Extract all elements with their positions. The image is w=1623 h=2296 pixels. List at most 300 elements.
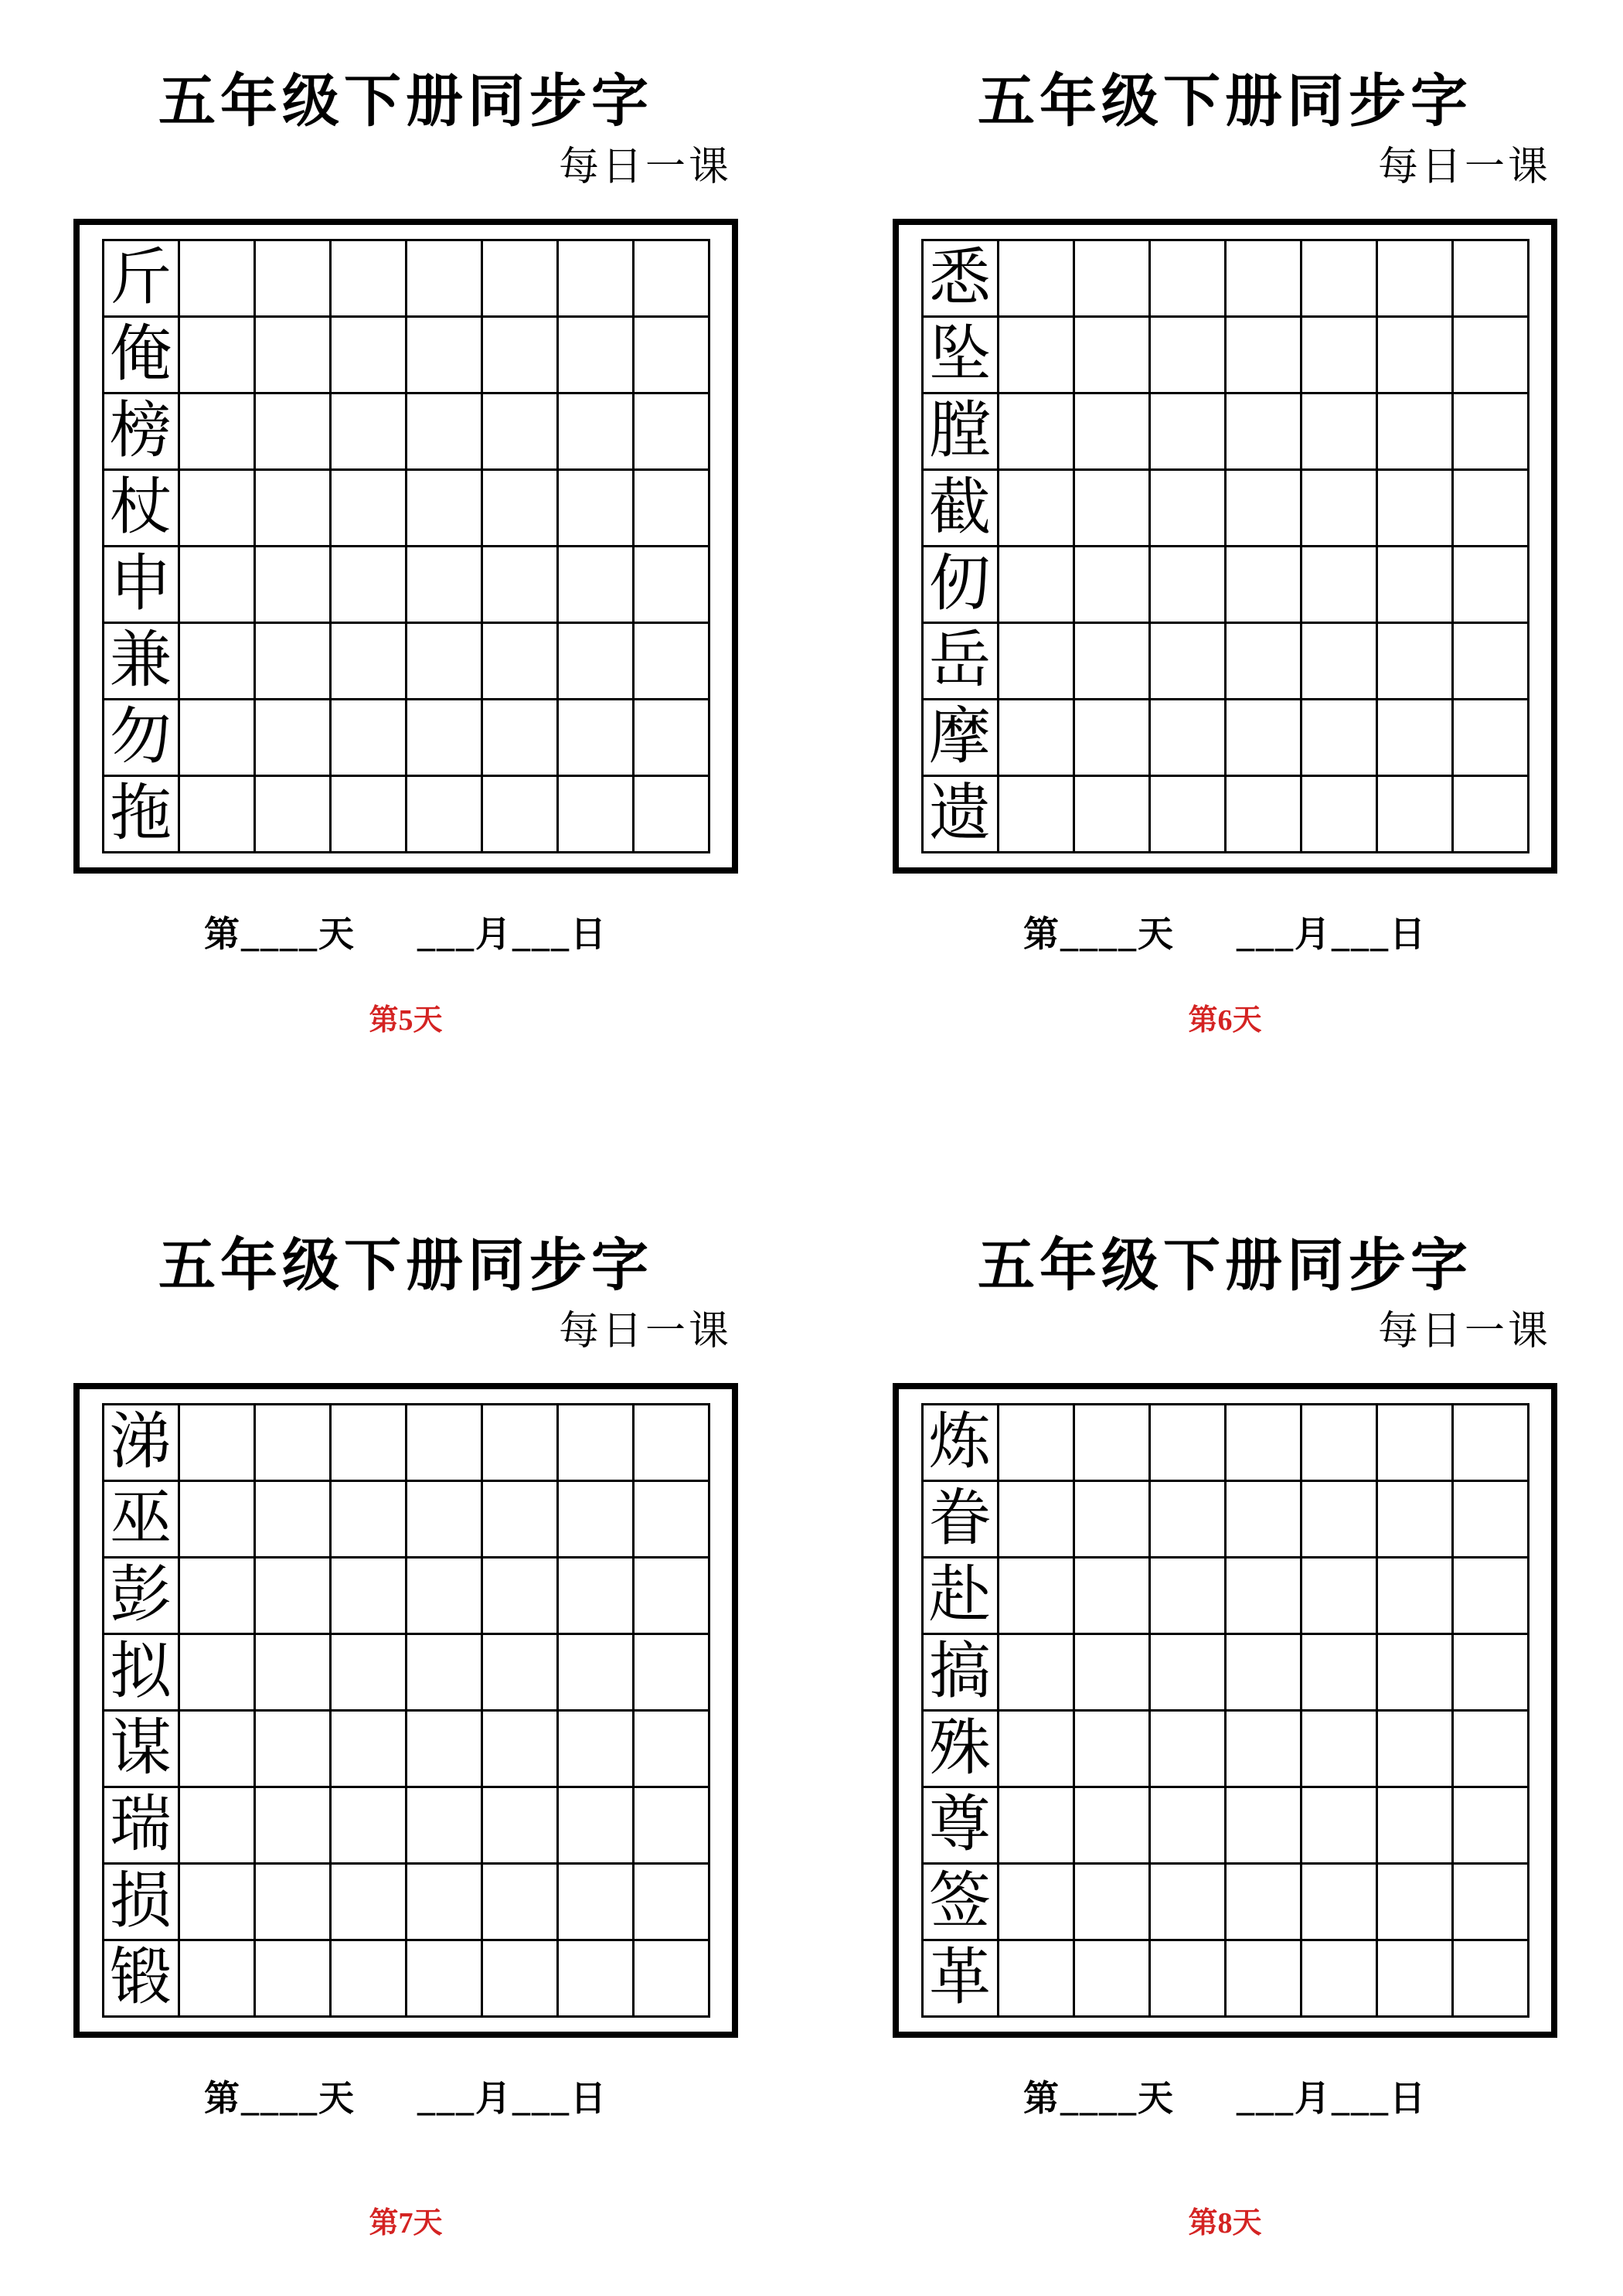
practice-cell	[557, 1634, 633, 1711]
practice-cell	[1149, 623, 1225, 700]
date-blank-day: 第____天	[204, 2079, 356, 2118]
model-character-cell: 遗	[922, 776, 998, 853]
practice-cell	[406, 317, 481, 393]
practice-cell	[998, 1481, 1073, 1558]
date-blank-month-day: ___月___日	[1237, 915, 1427, 954]
practice-cell	[633, 547, 709, 623]
practice-cell	[1452, 1711, 1528, 1787]
practice-cell	[1073, 393, 1149, 470]
practice-cell	[179, 547, 254, 623]
practice-cell	[557, 1405, 633, 1481]
practice-cell	[406, 1787, 481, 1864]
practice-cell	[406, 776, 481, 853]
model-character-cell: 俺	[103, 317, 179, 393]
grid-row	[922, 1558, 1528, 1634]
practice-cell	[406, 1864, 481, 1940]
practice-cell	[1301, 700, 1376, 776]
practice-cell	[1376, 776, 1452, 853]
practice-cell	[1225, 776, 1301, 853]
model-character-cell: 仞	[922, 547, 998, 623]
practice-cell	[406, 470, 481, 547]
grid-row	[103, 1940, 709, 2017]
practice-cell	[254, 700, 330, 776]
practice-cell	[179, 776, 254, 853]
practice-panel-4	[893, 1235, 1557, 2241]
practice-cell	[633, 240, 709, 317]
practice-cell	[406, 1481, 481, 1558]
panel-title: 五年级下册同步字	[158, 70, 653, 134]
practice-cell	[1452, 623, 1528, 700]
date-fill-line	[893, 2070, 1557, 2121]
practice-cell	[1452, 547, 1528, 623]
practice-cell	[330, 776, 406, 853]
practice-cell	[633, 623, 709, 700]
practice-cell	[1452, 1558, 1528, 1634]
practice-cell	[1073, 1864, 1149, 1940]
model-character-cell: 截	[922, 470, 998, 547]
grid-row	[922, 547, 1528, 623]
practice-cell	[557, 1940, 633, 2017]
practice-cell	[406, 1405, 481, 1481]
practice-cell	[557, 240, 633, 317]
practice-cell	[1149, 317, 1225, 393]
grid-row	[922, 1864, 1528, 1940]
practice-cell	[1225, 547, 1301, 623]
practice-cell	[1073, 1481, 1149, 1558]
practice-cell	[1149, 1787, 1225, 1864]
practice-cell	[1452, 1405, 1528, 1481]
practice-cell	[330, 470, 406, 547]
practice-cell	[633, 1940, 709, 2017]
practice-cell	[1073, 1711, 1149, 1787]
practice-cell	[1225, 1634, 1301, 1711]
practice-cell	[254, 470, 330, 547]
practice-cell	[1073, 623, 1149, 700]
practice-cell	[998, 1558, 1073, 1634]
grid-row	[922, 1787, 1528, 1864]
practice-cell	[1149, 1558, 1225, 1634]
practice-cell	[179, 1634, 254, 1711]
date-blank-month-day: ___月___日	[1237, 2079, 1427, 2118]
practice-cell	[406, 393, 481, 470]
model-character-cell: 搞	[922, 1634, 998, 1711]
model-character-cell: 膛	[922, 393, 998, 470]
practice-cell	[481, 1405, 557, 1481]
grid-row	[103, 1711, 709, 1787]
model-character-cell: 锻	[103, 1940, 179, 2017]
grid-row	[922, 240, 1528, 317]
practice-cell	[1225, 700, 1301, 776]
practice-cell	[179, 700, 254, 776]
practice-cell	[1301, 1481, 1376, 1558]
grid-row	[103, 1481, 709, 1558]
practice-cell	[1376, 1481, 1452, 1558]
practice-cell	[179, 393, 254, 470]
practice-cell	[557, 776, 633, 853]
practice-cell	[1452, 700, 1528, 776]
writing-grid	[921, 1403, 1529, 2018]
practice-cell	[254, 776, 330, 853]
practice-cell	[1376, 240, 1452, 317]
practice-cell	[1149, 240, 1225, 317]
model-character-cell: 斤	[103, 240, 179, 317]
practice-cell	[1073, 317, 1149, 393]
practice-cell	[1149, 1634, 1225, 1711]
grid-row	[922, 1940, 1528, 2017]
panel-subtitle: 每日一课	[558, 145, 732, 189]
practice-cell	[1225, 1405, 1301, 1481]
practice-cell	[1301, 1634, 1376, 1711]
practice-cell	[1073, 1787, 1149, 1864]
practice-cell	[633, 776, 709, 853]
grid-row	[103, 1405, 709, 1481]
grid-row	[922, 393, 1528, 470]
practice-cell	[998, 240, 1073, 317]
practice-cell	[1149, 393, 1225, 470]
model-character-cell: 瑞	[103, 1787, 179, 1864]
practice-cell	[254, 1711, 330, 1787]
practice-cell	[406, 623, 481, 700]
practice-cell	[1225, 1787, 1301, 1864]
practice-cell	[481, 1634, 557, 1711]
grid-row	[922, 700, 1528, 776]
practice-cell	[998, 700, 1073, 776]
practice-cell	[1452, 240, 1528, 317]
practice-cell	[1149, 1864, 1225, 1940]
practice-cell	[1225, 1481, 1301, 1558]
practice-cell	[998, 1864, 1073, 1940]
practice-cell	[1225, 470, 1301, 547]
writing-grid-frame	[73, 1383, 738, 2038]
practice-cell	[1376, 700, 1452, 776]
practice-cell	[1301, 1940, 1376, 2017]
practice-cell	[633, 1634, 709, 1711]
writing-grid-frame	[893, 219, 1557, 874]
practice-cell	[330, 1864, 406, 1940]
date-blank-day: 第____天	[204, 915, 356, 954]
practice-cell	[1376, 1558, 1452, 1634]
practice-cell	[254, 1558, 330, 1634]
model-character-cell: 签	[922, 1864, 998, 1940]
model-character-cell: 赴	[922, 1558, 998, 1634]
practice-cell	[633, 317, 709, 393]
practice-cell	[1149, 547, 1225, 623]
practice-cell	[998, 1940, 1073, 2017]
practice-cell	[330, 547, 406, 623]
practice-cell	[481, 700, 557, 776]
practice-cell	[1225, 317, 1301, 393]
practice-cell	[1073, 1634, 1149, 1711]
model-character-cell: 摩	[922, 700, 998, 776]
practice-cell	[1149, 776, 1225, 853]
practice-cell	[179, 470, 254, 547]
writing-grid-frame	[73, 219, 738, 874]
model-character-cell: 眷	[922, 1481, 998, 1558]
practice-cell	[1073, 547, 1149, 623]
grid-row	[922, 1405, 1528, 1481]
practice-cell	[1452, 776, 1528, 853]
practice-cell	[481, 317, 557, 393]
practice-cell	[557, 1711, 633, 1787]
practice-cell	[179, 1940, 254, 2017]
practice-cell	[254, 240, 330, 317]
practice-cell	[1225, 393, 1301, 470]
practice-cell	[1376, 393, 1452, 470]
practice-cell	[998, 776, 1073, 853]
practice-cell	[998, 470, 1073, 547]
practice-cell	[1301, 1711, 1376, 1787]
grid-row	[922, 1634, 1528, 1711]
practice-cell	[1376, 1787, 1452, 1864]
practice-cell	[1376, 1711, 1452, 1787]
practice-cell	[179, 240, 254, 317]
date-fill-line	[73, 2070, 738, 2121]
practice-cell	[557, 1558, 633, 1634]
model-character-cell: 涕	[103, 1405, 179, 1481]
day-label: 第5天	[369, 1004, 443, 1037]
practice-cell	[1301, 393, 1376, 470]
grid-row	[103, 393, 709, 470]
practice-cell	[1452, 1634, 1528, 1711]
practice-cell	[179, 317, 254, 393]
model-character-cell: 革	[922, 1940, 998, 2017]
practice-cell	[1452, 317, 1528, 393]
practice-cell	[481, 1864, 557, 1940]
practice-cell	[330, 1481, 406, 1558]
practice-cell	[1073, 240, 1149, 317]
practice-cell	[998, 1634, 1073, 1711]
grid-row	[103, 1634, 709, 1711]
model-character-cell: 尊	[922, 1787, 998, 1864]
practice-cell	[633, 1711, 709, 1787]
practice-cell	[557, 1864, 633, 1940]
model-character-cell: 炼	[922, 1405, 998, 1481]
grid-row	[103, 470, 709, 547]
writing-grid	[102, 239, 710, 853]
writing-grid-frame	[893, 1383, 1557, 2038]
practice-cell	[633, 1787, 709, 1864]
practice-cell	[481, 623, 557, 700]
practice-cell	[330, 1558, 406, 1634]
date-fill-line	[73, 906, 738, 957]
practice-cell	[1452, 1864, 1528, 1940]
practice-cell	[254, 393, 330, 470]
practice-panel-2	[893, 70, 1557, 1038]
practice-cell	[1073, 1405, 1149, 1481]
model-character-cell: 损	[103, 1864, 179, 1940]
practice-cell	[406, 1940, 481, 2017]
model-character-cell: 拟	[103, 1634, 179, 1711]
practice-cell	[179, 623, 254, 700]
practice-cell	[557, 623, 633, 700]
practice-cell	[633, 1558, 709, 1634]
practice-cell	[1376, 470, 1452, 547]
practice-cell	[179, 1787, 254, 1864]
practice-cell	[1376, 1940, 1452, 2017]
practice-panel-3	[73, 1235, 738, 2241]
practice-cell	[179, 1864, 254, 1940]
grid-row	[103, 240, 709, 317]
practice-cell	[330, 1940, 406, 2017]
grid-row	[922, 470, 1528, 547]
practice-cell	[254, 317, 330, 393]
practice-cell	[1225, 1864, 1301, 1940]
practice-cell	[406, 1558, 481, 1634]
practice-cell	[1073, 1558, 1149, 1634]
model-character-cell: 申	[103, 547, 179, 623]
practice-cell	[1149, 700, 1225, 776]
practice-cell	[1149, 1940, 1225, 2017]
panel-row-top	[0, 70, 1623, 1038]
practice-cell	[406, 1711, 481, 1787]
day-label: 第6天	[1188, 1004, 1262, 1037]
practice-cell	[1376, 623, 1452, 700]
practice-cell	[1452, 1787, 1528, 1864]
grid-row	[922, 1711, 1528, 1787]
model-character-cell: 杖	[103, 470, 179, 547]
grid-row	[103, 547, 709, 623]
practice-cell	[179, 1481, 254, 1558]
practice-cell	[1301, 1558, 1376, 1634]
practice-cell	[1376, 317, 1452, 393]
practice-cell	[1225, 240, 1301, 317]
practice-cell	[1301, 1405, 1376, 1481]
practice-cell	[254, 1864, 330, 1940]
panel-title: 五年级下册同步字	[978, 70, 1472, 134]
writing-grid	[102, 1403, 710, 2018]
practice-cell	[179, 1405, 254, 1481]
model-character-cell: 悉	[922, 240, 998, 317]
grid-row	[922, 1481, 1528, 1558]
date-blank-month-day: ___月___日	[417, 2079, 607, 2118]
panel-subtitle: 每日一课	[558, 1310, 732, 1354]
practice-cell	[1376, 1864, 1452, 1940]
practice-cell	[481, 1711, 557, 1787]
practice-cell	[633, 1864, 709, 1940]
practice-cell	[998, 547, 1073, 623]
practice-cell	[633, 700, 709, 776]
panel-title: 五年级下册同步字	[978, 1235, 1472, 1298]
practice-cell	[1073, 470, 1149, 547]
practice-cell	[1149, 1711, 1225, 1787]
practice-cell	[1301, 623, 1376, 700]
panel-subtitle: 每日一课	[1377, 1310, 1551, 1354]
practice-cell	[1149, 470, 1225, 547]
panel-title: 五年级下册同步字	[158, 1235, 653, 1298]
practice-cell	[557, 470, 633, 547]
practice-cell	[557, 1787, 633, 1864]
practice-cell	[481, 1481, 557, 1558]
grid-row	[103, 1558, 709, 1634]
practice-cell	[254, 1405, 330, 1481]
practice-cell	[330, 623, 406, 700]
day-label: 第7天	[369, 2207, 443, 2240]
practice-cell	[1225, 1558, 1301, 1634]
day-label: 第8天	[1188, 2207, 1262, 2240]
grid-row	[922, 776, 1528, 853]
grid-row	[103, 776, 709, 853]
practice-cell	[254, 1481, 330, 1558]
grid-row	[922, 623, 1528, 700]
practice-cell	[998, 1787, 1073, 1864]
model-character-cell: 谋	[103, 1711, 179, 1787]
practice-cell	[330, 240, 406, 317]
practice-cell	[406, 700, 481, 776]
grid-row	[103, 700, 709, 776]
practice-cell	[1149, 1405, 1225, 1481]
model-character-cell: 坠	[922, 317, 998, 393]
practice-cell	[1301, 470, 1376, 547]
practice-cell	[998, 393, 1073, 470]
practice-cell	[330, 1787, 406, 1864]
practice-cell	[330, 393, 406, 470]
model-character-cell: 彭	[103, 1558, 179, 1634]
practice-cell	[1073, 700, 1149, 776]
model-character-cell: 拖	[103, 776, 179, 853]
practice-cell	[254, 623, 330, 700]
practice-cell	[1301, 547, 1376, 623]
practice-cell	[633, 1481, 709, 1558]
practice-cell	[481, 470, 557, 547]
practice-cell	[1301, 240, 1376, 317]
practice-cell	[481, 1940, 557, 2017]
practice-cell	[481, 393, 557, 470]
grid-row	[103, 1787, 709, 1864]
panel-row-bottom	[0, 1235, 1623, 2241]
practice-cell	[557, 393, 633, 470]
writing-grid	[921, 239, 1529, 853]
model-character-cell: 榜	[103, 393, 179, 470]
practice-cell	[254, 1634, 330, 1711]
practice-cell	[633, 1405, 709, 1481]
practice-cell	[1376, 1405, 1452, 1481]
practice-cell	[179, 1711, 254, 1787]
practice-cell	[406, 547, 481, 623]
practice-cell	[330, 1405, 406, 1481]
practice-cell	[1452, 1481, 1528, 1558]
practice-cell	[254, 1940, 330, 2017]
practice-cell	[330, 1711, 406, 1787]
date-fill-line	[893, 906, 1557, 957]
practice-cell	[998, 623, 1073, 700]
practice-cell	[998, 1405, 1073, 1481]
practice-cell	[254, 1787, 330, 1864]
practice-cell	[1149, 1481, 1225, 1558]
practice-cell	[406, 1634, 481, 1711]
practice-cell	[481, 776, 557, 853]
practice-cell	[330, 700, 406, 776]
practice-cell	[1376, 1634, 1452, 1711]
model-character-cell: 殊	[922, 1711, 998, 1787]
practice-cell	[1225, 1711, 1301, 1787]
practice-cell	[481, 240, 557, 317]
practice-cell	[481, 1787, 557, 1864]
model-character-cell: 兼	[103, 623, 179, 700]
practice-cell	[330, 1634, 406, 1711]
practice-cell	[406, 240, 481, 317]
grid-row	[922, 317, 1528, 393]
practice-cell	[633, 470, 709, 547]
practice-panel-1	[73, 70, 738, 1038]
practice-cell	[557, 1481, 633, 1558]
model-character-cell: 巫	[103, 1481, 179, 1558]
practice-cell	[179, 1558, 254, 1634]
practice-cell	[1452, 1940, 1528, 2017]
practice-cell	[1376, 547, 1452, 623]
date-blank-month-day: ___月___日	[417, 915, 607, 954]
grid-row	[103, 317, 709, 393]
date-blank-day: 第____天	[1023, 915, 1175, 954]
